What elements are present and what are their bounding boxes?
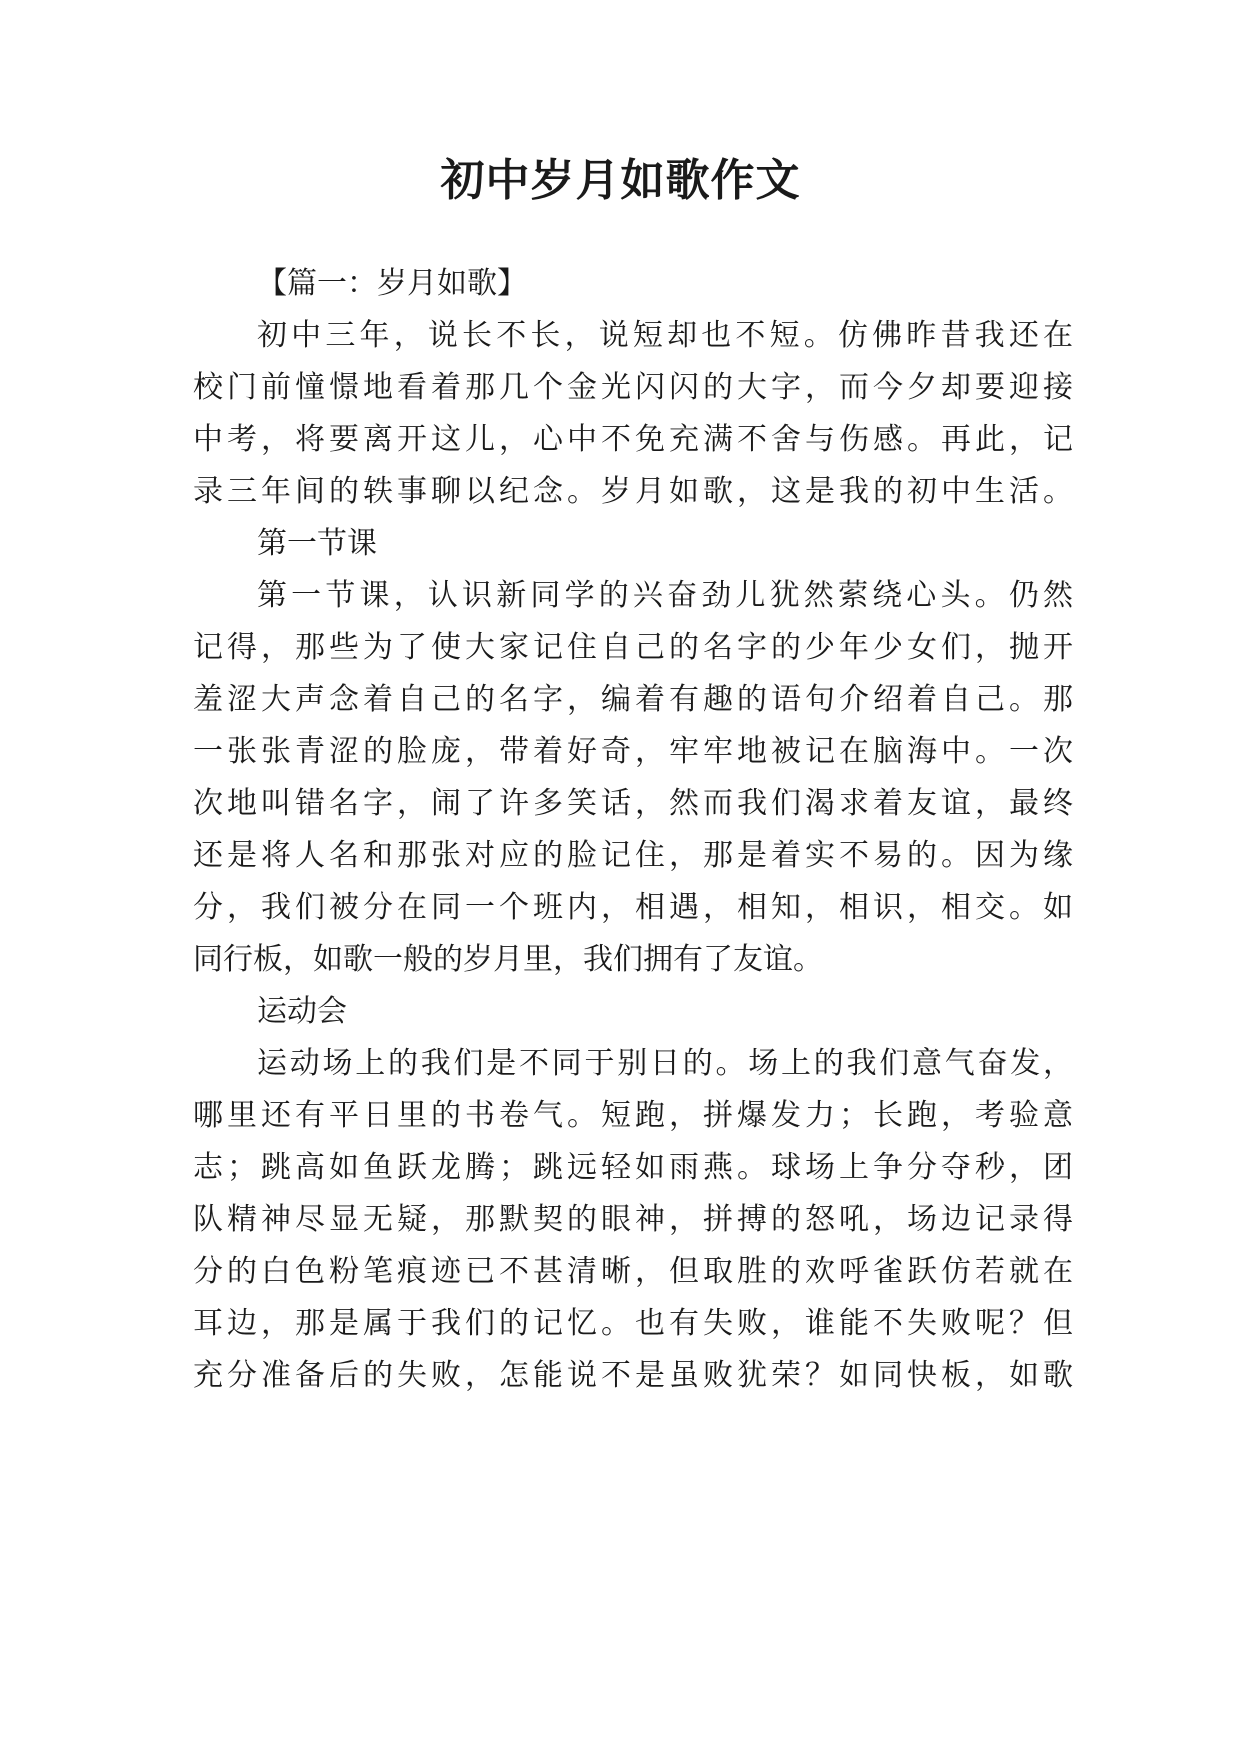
paragraph-line: 中考，将要离开这儿，心中不免充满不舍与伤感。再此，记	[193, 422, 1073, 457]
paragraph-line: 校门前憧憬地看着那几个金光闪闪的大字，而今夕却要迎接	[193, 370, 1073, 405]
subheading-first-class: 第一节课	[257, 526, 377, 561]
paragraph-line: 录三年间的轶事聊以纪念。岁月如歌，这是我的初中生活。	[193, 474, 1073, 509]
paragraph-line: 初中三年，说长不长，说短却也不短。仿佛昨昔我还在	[257, 318, 1073, 353]
document-title: 初中岁月如歌作文	[440, 155, 801, 206]
paragraph-line: 耳边，那是属于我们的记忆。也有失败，谁能不失败呢？但	[193, 1306, 1073, 1341]
paragraph-line: 运动场上的我们是不同于别日的。场上的我们意气奋发，	[257, 1046, 1073, 1081]
paragraph-line: 还是将人名和那张对应的脸记住，那是着实不易的。因为缘	[193, 838, 1073, 873]
paragraph-line: 羞涩大声念着自己的名字，编着有趣的语句介绍着自己。那	[193, 682, 1073, 717]
section-heading-1: 【篇一：岁月如歌】	[257, 266, 527, 301]
paragraph-line: 第一节课，认识新同学的兴奋劲儿犹然萦绕心头。仍然	[257, 578, 1073, 613]
paragraph-line: 记得，那些为了使大家记住自己的名字的少年少女们，抛开	[193, 630, 1073, 665]
paragraph-line: 队精神尽显无疑，那默契的眼神，拼搏的怒吼，场边记录得	[193, 1202, 1073, 1237]
paragraph-line: 分的白色粉笔痕迹已不甚清晰，但取胜的欢呼雀跃仿若就在	[193, 1254, 1073, 1289]
paragraph-line: 哪里还有平日里的书卷气。短跑，拼爆发力；长跑，考验意	[193, 1098, 1073, 1133]
paragraph-line: 同行板，如歌一般的岁月里，我们拥有了友谊。	[193, 942, 823, 977]
paragraph-line: 充分准备后的失败，怎能说不是虽败犹荣？如同快板，如歌	[193, 1358, 1073, 1393]
paragraph-line: 志；跳高如鱼跃龙腾；跳远轻如雨燕。球场上争分夺秒，团	[193, 1150, 1073, 1185]
paragraph-line: 次地叫错名字，闹了许多笑话，然而我们渴求着友谊，最终	[193, 786, 1073, 821]
paragraph-line: 一张张青涩的脸庞，带着好奇，牢牢地被记在脑海中。一次	[193, 734, 1073, 769]
paragraph-line: 分，我们被分在同一个班内，相遇，相知，相识，相交。如	[193, 890, 1073, 925]
subheading-sports-meet: 运动会	[257, 994, 347, 1029]
